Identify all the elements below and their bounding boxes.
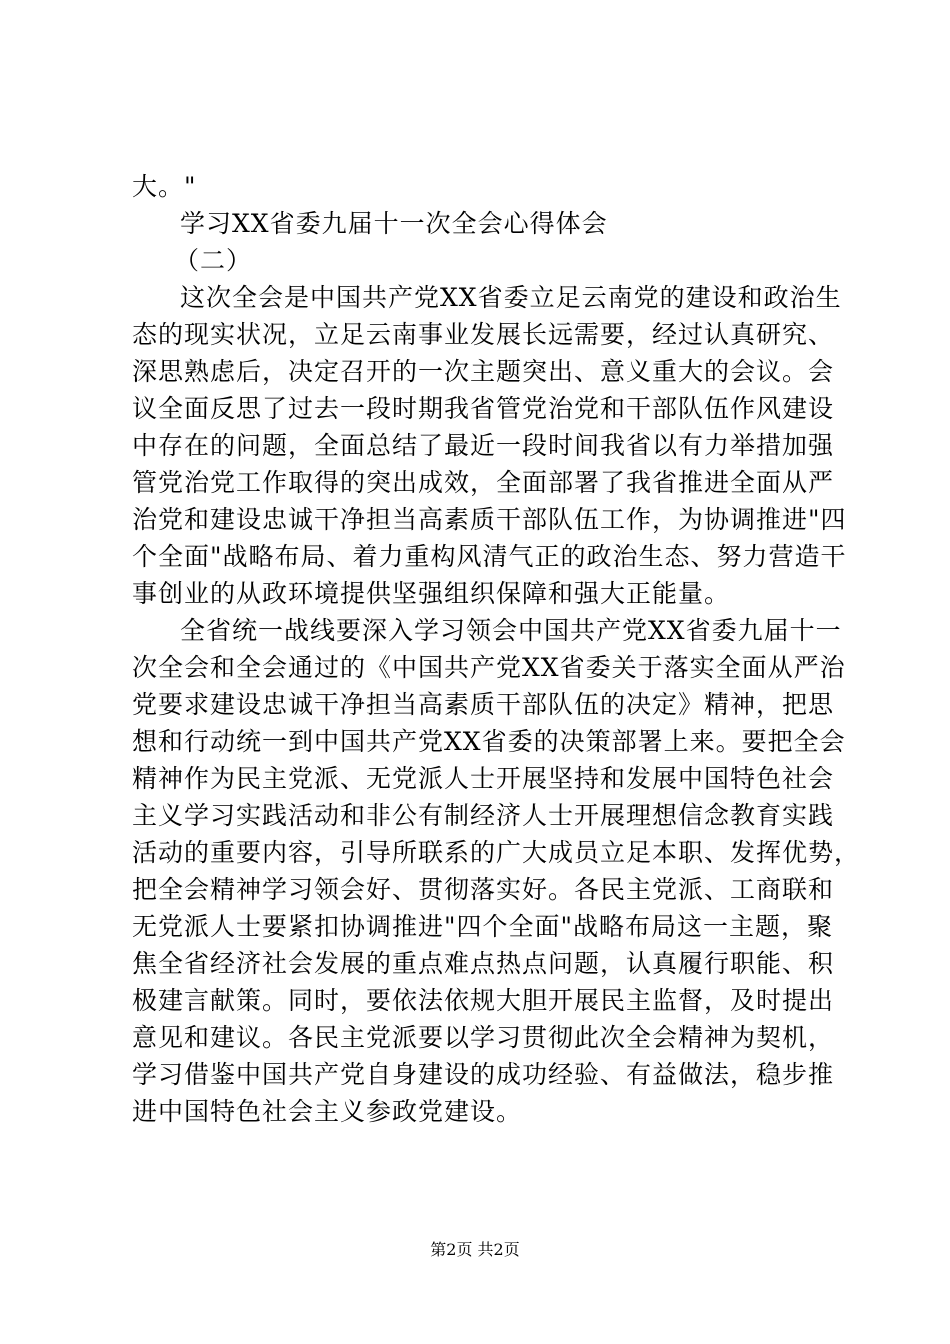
text-line: 把全会精神学习领会好、贯彻落实好。各民主党派、工商联和 — [132, 875, 835, 904]
page-footer — [0, 1240, 950, 1260]
text-line: 大。" — [132, 172, 197, 201]
section-title: 学习XX省委九届十一次全会心得体会 — [180, 209, 608, 238]
text-line: 主义学习实践活动和非公有制经济人士开展理想信念教育实践 — [132, 801, 835, 830]
text-line: 无党派人士要紧扣协调推进"四个全面"战略布局这一主题，聚 — [132, 912, 834, 941]
section-number: （二） — [174, 246, 253, 275]
text-line: 全省统一战线要深入学习领会中国共产党XX省委九届十一 — [180, 616, 842, 645]
text-line: 深思熟虑后，决定召开的一次主题突出、意义重大的会议。会 — [132, 357, 835, 386]
text-line: 管党治党工作取得的突出成效，全面部署了我省推进全面从严 — [132, 468, 835, 497]
text-line: 活动的重要内容，引导所联系的广大成员立足本职、发挥优势， — [132, 838, 861, 867]
text-line: 进中国特色社会主义参政党建设。 — [132, 1097, 523, 1126]
text-line: 这次全会是中国共产党XX省委立足云南党的建设和政治生 — [180, 283, 842, 312]
text-line: 态的现实状况，立足云南事业发展长远需要，经过认真研究、 — [132, 320, 835, 349]
page-number: 第2页 共2页 — [430, 1240, 520, 1259]
text-line: 次全会和全会通过的《中国共产党XX省委关于落实全面从严治 — [132, 653, 846, 682]
text-line: 极建言献策。同时，要依法依规大胆开展民主监督，及时提出 — [132, 986, 835, 1015]
document-body — [132, 168, 861, 1130]
text-line: 焦全省经济社会发展的重点难点热点问题，认真履行职能、积 — [132, 949, 835, 978]
text-line: 想和行动统一到中国共产党XX省委的决策部署上来。要把全会 — [132, 727, 846, 756]
text-line: 精神作为民主党派、无党派人士开展坚持和发展中国特色社会 — [132, 764, 835, 793]
text-line: 党要求建设忠诚干净担当高素质干部队伍的决定》精神，把思 — [132, 690, 835, 719]
text-line: 个全面"战略布局、着力重构风清气正的政治生态、努力营造干 — [132, 542, 847, 571]
text-line: 议全面反思了过去一段时期我省管党治党和干部队伍作风建设 — [132, 394, 835, 423]
text-line: 治党和建设忠诚干净担当高素质干部队伍工作，为协调推进"四 — [132, 505, 847, 534]
text-line: 意见和建议。各民主党派要以学习贯彻此次全会精神为契机， — [132, 1023, 835, 1052]
text-line: 学习借鉴中国共产党自身建设的成功经验、有益做法，稳步推 — [132, 1060, 835, 1089]
text-line: 事创业的从政环境提供坚强组织保障和强大正能量。 — [132, 579, 731, 608]
text-line: 中存在的问题，全面总结了最近一段时间我省以有力举措加强 — [132, 431, 835, 460]
